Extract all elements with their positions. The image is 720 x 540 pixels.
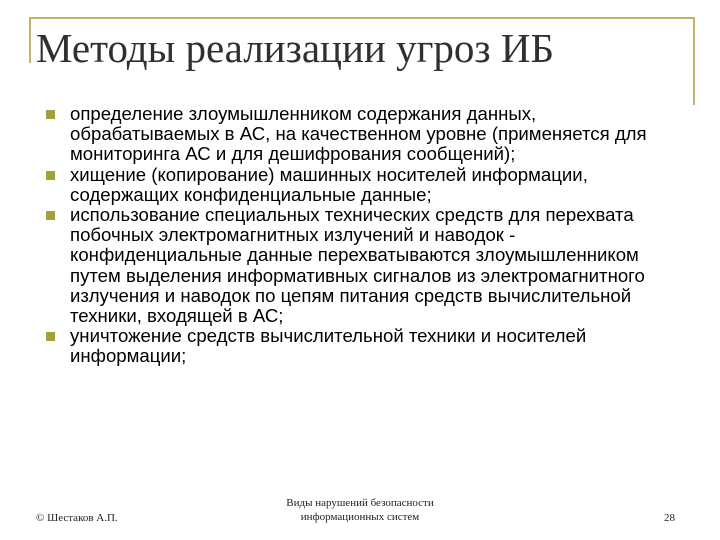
list-item-text: использование специальных технических средств для перехвата побочных электромагнитных излучений и наводок - конфиденциальные данные перехватываются злоумышленником путем выделения информативных сигналов из электромагнитного излучения и наводок по цепям питания средств вычислительной техники, входящей в АС; — [70, 204, 645, 327]
square-bullet-icon — [46, 211, 55, 220]
frame-right-line — [693, 17, 695, 105]
footer-subject: Виды нарушений безопасности информационных систем — [286, 497, 434, 523]
list-item — [46, 326, 686, 366]
bullet-list — [46, 104, 686, 367]
slide-title: Методы реализации угроз ИБ — [36, 25, 555, 71]
list-item — [46, 104, 686, 165]
page-number: 28 — [664, 512, 675, 524]
frame-left-line — [29, 17, 31, 63]
list-item — [46, 205, 686, 326]
footer-author: © Шестаков А.П. — [36, 512, 118, 524]
list-item-text: определение злоумышленником содержания данных, обрабатываемых в АС, на качественном уровне (применяется для мониторинга АС и для дешифрования сообщений); — [70, 103, 647, 165]
frame-top-line — [29, 17, 693, 19]
list-item — [46, 165, 686, 205]
square-bullet-icon — [46, 110, 55, 119]
square-bullet-icon — [46, 332, 55, 341]
list-item-text: хищение (копирование) машинных носителей информации, содержащих конфиденциальные данные; — [70, 163, 588, 205]
list-item-text: уничтожение средств вычислительной техники и носителей информации; — [70, 325, 587, 367]
square-bullet-icon — [46, 171, 55, 180]
